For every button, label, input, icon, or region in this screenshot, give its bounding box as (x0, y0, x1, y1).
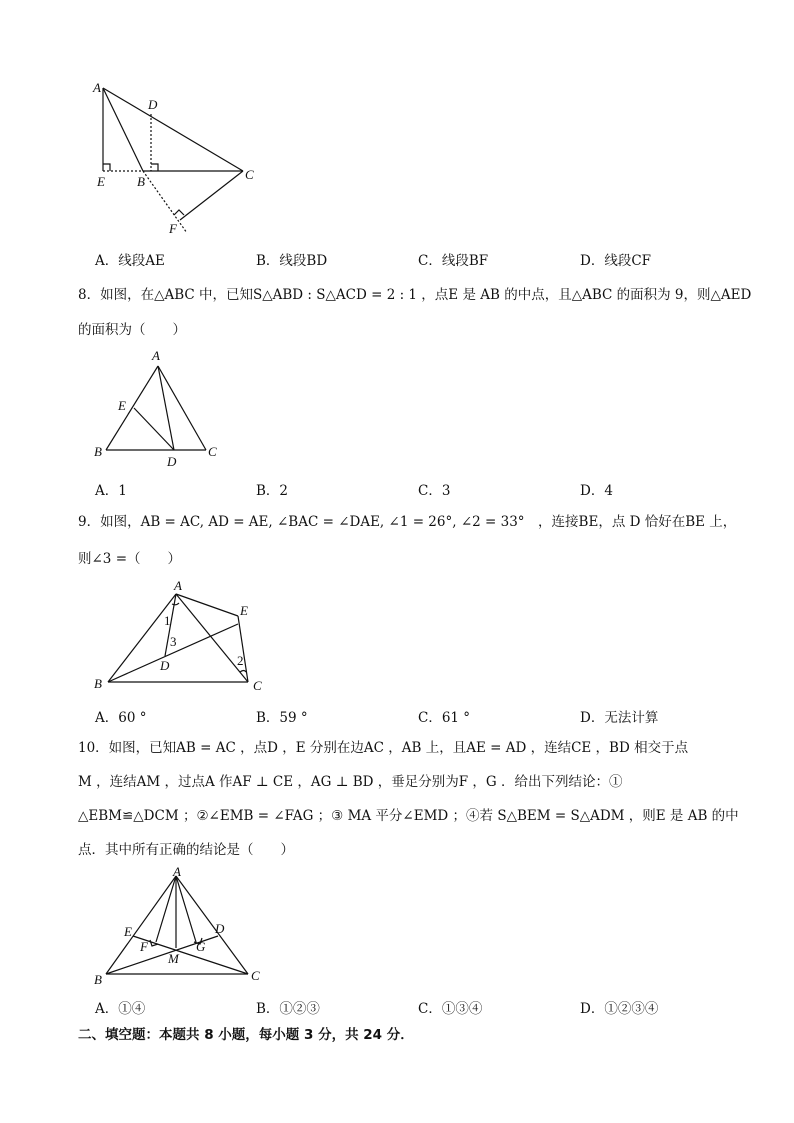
fig9-label-angle1: 1 (164, 613, 171, 628)
figure-q9 (88, 576, 273, 696)
fig8-label-b: B (94, 444, 102, 459)
fig10-label-m: M (168, 951, 179, 966)
q9-option-c[interactable]: C．61 ° (418, 710, 471, 726)
figure-q8 (90, 346, 230, 471)
q9-stem-line2: 则∠3 =（ ） (78, 551, 182, 567)
q8-stem-line1: 8．如图，在△ABC 中，已知S△ABD : S△ACD = 2 : 1 ，点E 是 AB 的中点，且△ABC 的面积为 9，则△AED (78, 287, 752, 303)
q10-stem-line3: △EBM≌△DCM ；②∠EMB = ∠FAG ；③ MA 平分∠EMD ；④若 S△BEM = S△ADM ，则E 是 AB 的中 (78, 808, 739, 824)
q10-option-b[interactable]: B．①②③ (256, 1001, 320, 1017)
fig10-label-c: C (251, 968, 260, 983)
q10-stem-line4: 点．其中所有正确的结论是（ ） (78, 842, 294, 858)
figure-q10 (88, 866, 273, 991)
q7-option-c[interactable]: C．线段BF (418, 253, 489, 269)
q8-option-c[interactable]: C．3 (418, 483, 451, 499)
q7-option-b[interactable]: B．线段BD (256, 253, 328, 269)
fig10-label-g: G (196, 939, 206, 954)
fig7-label-a: A (93, 80, 101, 95)
figure-q7 (85, 78, 265, 243)
fig9-label-angle3: 3 (170, 634, 177, 649)
q10-option-a[interactable]: A．①④ (95, 1001, 146, 1017)
fig10-label-b: B (94, 972, 102, 987)
fig10-label-e: E (124, 924, 132, 939)
q9-stem-line1: 9．如图，AB = AC, AD = AE, ∠BAC = ∠DAE, ∠1 = 26°, ∠2 = 33° ，连接BE，点 D 恰好在BE 上， (78, 514, 737, 530)
q9-option-b[interactable]: B．59 ° (256, 710, 308, 726)
fig7-label-f: F (169, 221, 177, 236)
fig9-label-d: D (160, 658, 170, 673)
fig10-label-f: F (140, 939, 148, 954)
fig8-label-e: E (118, 398, 126, 413)
fig7-label-b: B (137, 174, 145, 189)
q7-option-d[interactable]: D．线段CF (580, 253, 652, 269)
fig9-label-a: A (174, 578, 182, 593)
fig9-label-e: E (240, 603, 248, 618)
fig8-label-a: A (152, 348, 160, 363)
q8-option-a[interactable]: A．1 (95, 483, 127, 499)
q10-stem-line2: M ，连结AM ，过点A 作AF ⊥ CE ，AG ⊥ BD ，垂足分别为F ，G ．给出下列结论：① (78, 774, 623, 790)
q8-option-b[interactable]: B．2 (256, 483, 289, 499)
fig7-label-d: D (148, 97, 158, 112)
fig8-label-c: C (208, 444, 217, 459)
fig7-label-c: C (245, 167, 254, 182)
q10-option-d[interactable]: D．①②③④ (580, 1001, 659, 1017)
fig10-label-a: A (173, 866, 181, 879)
fig9-label-angle2: 2 (237, 653, 244, 668)
q10-stem-line1: 10．如图，已知AB = AC ，点D ，E 分别在边AC ，AB 上，且AE = AD ，连结CE ，BD 相交于点 (78, 740, 689, 756)
section-2-heading: 二、填空题：本题共 8 小题，每小题 3 分，共 24 分． (78, 1027, 414, 1043)
fig8-label-d: D (167, 454, 177, 469)
q8-option-d[interactable]: D．4 (580, 483, 613, 499)
q7-option-a[interactable]: A．线段AE (95, 253, 165, 269)
fig10-label-d: D (215, 921, 225, 936)
q10-option-c[interactable]: C．①③④ (418, 1001, 483, 1017)
fig9-label-c: C (253, 678, 262, 693)
q8-stem-line2: 的面积为（ ） (78, 322, 186, 338)
fig9-label-b: B (94, 676, 102, 691)
q9-option-a[interactable]: A．60 ° (95, 710, 147, 726)
q9-option-d[interactable]: D．无法计算 (580, 710, 659, 726)
fig7-label-e: E (97, 174, 105, 189)
